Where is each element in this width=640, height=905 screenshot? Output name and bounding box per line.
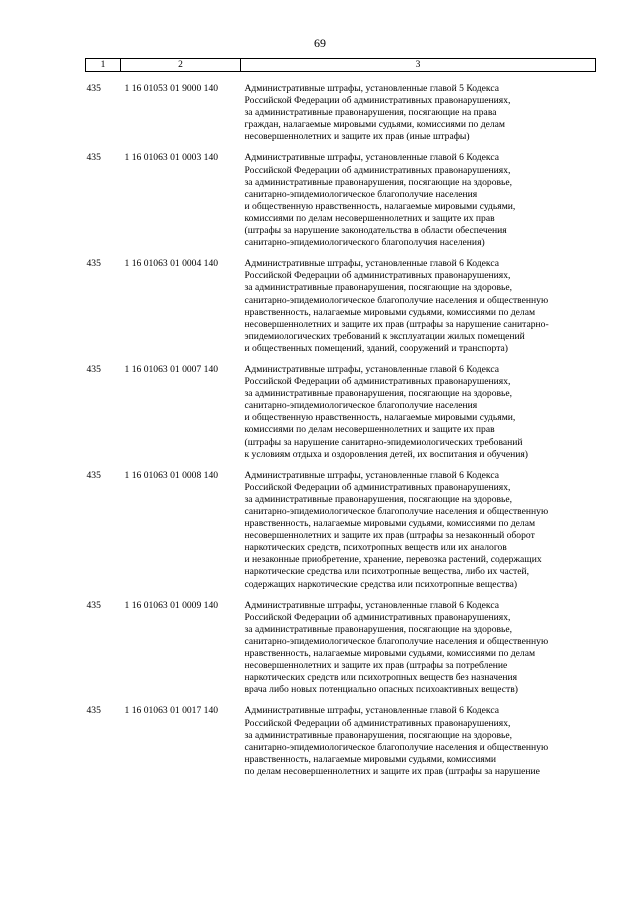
description-line: Административные штрафы, установленные главой 6 Кодекса bbox=[244, 469, 499, 481]
table-header-row bbox=[86, 59, 596, 72]
description-line: Административные штрафы, установленные главой 6 Кодекса bbox=[244, 258, 499, 270]
description-line: Российской Федерации об административных правонарушениях, bbox=[244, 611, 511, 623]
table-row bbox=[86, 72, 596, 144]
admin-code-cell: 435 bbox=[86, 363, 101, 375]
description-line: и общественную нравственность, налагаемые мировыми судьями, bbox=[244, 200, 516, 212]
description-line: нравственность, налагаемые мировыми судьями, комиссиями по делам bbox=[244, 306, 536, 318]
description-cell bbox=[241, 355, 596, 461]
description-line: санитарно-эпидемиологическое благополучие населения и общественную bbox=[244, 635, 549, 647]
budget-code-cell: 1 16 01063 01 0009 140 bbox=[124, 599, 219, 611]
budget-codes-table bbox=[85, 58, 596, 778]
table-row bbox=[86, 143, 596, 249]
table-row bbox=[86, 355, 596, 461]
budget-code-cell: 1 16 01063 01 0007 140 bbox=[124, 363, 219, 375]
table-row bbox=[86, 461, 596, 591]
description-line: за административные правонарушения, посягающие на здоровье, bbox=[244, 176, 513, 188]
description-line: нравственность, налагаемые мировыми судьями, комиссиями по делам bbox=[244, 648, 536, 660]
description-line: за административные правонарушения, посягающие на права bbox=[244, 107, 497, 119]
description-line: за административные правонарушения, посягающие на здоровье, bbox=[244, 388, 513, 400]
description-line: несовершеннолетних и защите их прав (иные штрафы) bbox=[244, 131, 470, 143]
table-body bbox=[86, 72, 596, 778]
description-line: Административные штрафы, установленные главой 6 Кодекса bbox=[244, 705, 499, 717]
budget-code-cell: 1 16 01063 01 0003 140 bbox=[124, 152, 219, 164]
description-line: (штрафы за нарушение санитарно-эпидемиологических требований bbox=[244, 436, 523, 448]
description-line: несовершеннолетних и защите их прав (штрафы за нарушение санитарно- bbox=[244, 318, 549, 330]
description-line: санитарно-эпидемиологическое благополучие населения и общественную bbox=[244, 741, 549, 753]
budget-code-cell: 1 16 01063 01 0004 140 bbox=[124, 258, 219, 270]
description-line: санитарно-эпидемиологическое благополучие населения bbox=[244, 188, 478, 200]
description-cell bbox=[241, 143, 596, 249]
description-line: Административные штрафы, установленные главой 6 Кодекса bbox=[244, 152, 499, 164]
description-line: за административные правонарушения, посягающие на здоровье, bbox=[244, 282, 513, 294]
column-header-3: 3 bbox=[241, 59, 596, 72]
description-line: содержащих наркотические средства или психотропные вещества) bbox=[244, 578, 518, 590]
budget-code-cell: 1 16 01053 01 9000 140 bbox=[124, 83, 219, 94]
description-line: за административные правонарушения, посягающие на здоровье, bbox=[244, 729, 513, 741]
admin-code-cell: 435 bbox=[86, 705, 101, 717]
page-number: 69 bbox=[314, 36, 326, 50]
description-line: к условиям отдыха и оздоровления детей, их воспитания и обучения) bbox=[244, 448, 529, 460]
description-line: Российской Федерации об административных правонарушениях, bbox=[244, 717, 511, 729]
description-line: наркотических средств, психотропных веществ или их аналогов bbox=[244, 542, 507, 554]
description-line: комиссиями по делам несовершеннолетних и защите их прав bbox=[244, 424, 495, 436]
description-line: и общественных помещений, зданий, сооружений и транспорта) bbox=[244, 342, 508, 354]
table-row bbox=[86, 249, 596, 355]
description-line: нравственность, налагаемые мировыми судьями, комиссиями bbox=[244, 753, 497, 765]
admin-code-cell: 435 bbox=[86, 599, 101, 611]
description-line: Административные штрафы, установленные главой 5 Кодекса bbox=[244, 83, 499, 94]
description-line: несовершеннолетних и защите их прав (штрафы за незаконный оборот bbox=[244, 530, 535, 542]
table-row bbox=[86, 696, 596, 778]
description-line: Российской Федерации об административных правонарушениях, bbox=[244, 95, 511, 107]
admin-code-cell: 435 bbox=[86, 83, 101, 94]
admin-code-cell: 435 bbox=[86, 469, 101, 481]
description-line: и незаконные приобретение, хранение, перевозка растений, содержащих bbox=[244, 554, 542, 566]
admin-code-cell: 435 bbox=[86, 152, 101, 164]
column-header-1: 1 bbox=[86, 59, 121, 72]
description-line: врача либо новых потенциально опасных психоактивных веществ) bbox=[244, 684, 518, 696]
description-cell bbox=[241, 591, 596, 697]
description-line: санитарно-эпидемиологического благополучия населения) bbox=[244, 237, 485, 249]
description-line: Российской Федерации об административных правонарушениях, bbox=[244, 270, 511, 282]
description-line: за административные правонарушения, посягающие на здоровье, bbox=[244, 623, 513, 635]
description-line: несовершеннолетних и защите их прав (штрафы за потребление bbox=[244, 660, 508, 672]
description-line: и общественную нравственность, налагаемые мировыми судьями, bbox=[244, 412, 516, 424]
description-line: граждан, налагаемые мировыми судьями, комиссиями по делам bbox=[244, 119, 505, 131]
description-line: (штрафы за нарушение законодательства в области обеспечения bbox=[244, 225, 507, 237]
description-cell bbox=[241, 72, 596, 144]
description-line: Административные штрафы, установленные главой 6 Кодекса bbox=[244, 363, 499, 375]
description-cell bbox=[241, 249, 596, 355]
description-cell bbox=[241, 461, 596, 591]
description-line: санитарно-эпидемиологическое благополучие населения и общественную bbox=[244, 506, 549, 517]
description-line: по делам несовершеннолетних и защите их прав (штрафы за нарушение bbox=[244, 765, 540, 777]
description-line: нравственность, налагаемые мировыми судьями, комиссиями по делам bbox=[244, 518, 536, 530]
description-line: Российской Федерации об административных правонарушениях, bbox=[244, 164, 511, 176]
description-line: наркотических средств или психотропных веществ без назначения bbox=[244, 672, 518, 684]
description-cell bbox=[241, 696, 596, 778]
description-line: за административные правонарушения, посягающие на здоровье, bbox=[244, 493, 513, 505]
description-line: санитарно-эпидемиологическое благополучие населения bbox=[244, 400, 478, 412]
budget-code-cell: 1 16 01063 01 0017 140 bbox=[124, 705, 219, 717]
description-line: комиссиями по делам несовершеннолетних и защите их прав bbox=[244, 212, 495, 224]
budget-code-cell: 1 16 01063 01 0008 140 bbox=[124, 469, 219, 481]
table-row bbox=[86, 591, 596, 697]
description-line: Российской Федерации об административных правонарушениях, bbox=[244, 376, 511, 388]
column-header-2: 2 bbox=[121, 59, 241, 72]
description-line: наркотические средства или психотропные вещества, либо их частей, bbox=[244, 566, 530, 578]
description-line: Административные штрафы, установленные главой 6 Кодекса bbox=[244, 599, 499, 611]
admin-code-cell: 435 bbox=[86, 258, 101, 270]
description-line: Российской Федерации об административных правонарушениях, bbox=[244, 481, 511, 493]
description-line: эпидемиологических требований к эксплуатации жилых помещений bbox=[244, 330, 525, 342]
description-line: санитарно-эпидемиологическое благополучие населения и общественную bbox=[244, 294, 549, 306]
